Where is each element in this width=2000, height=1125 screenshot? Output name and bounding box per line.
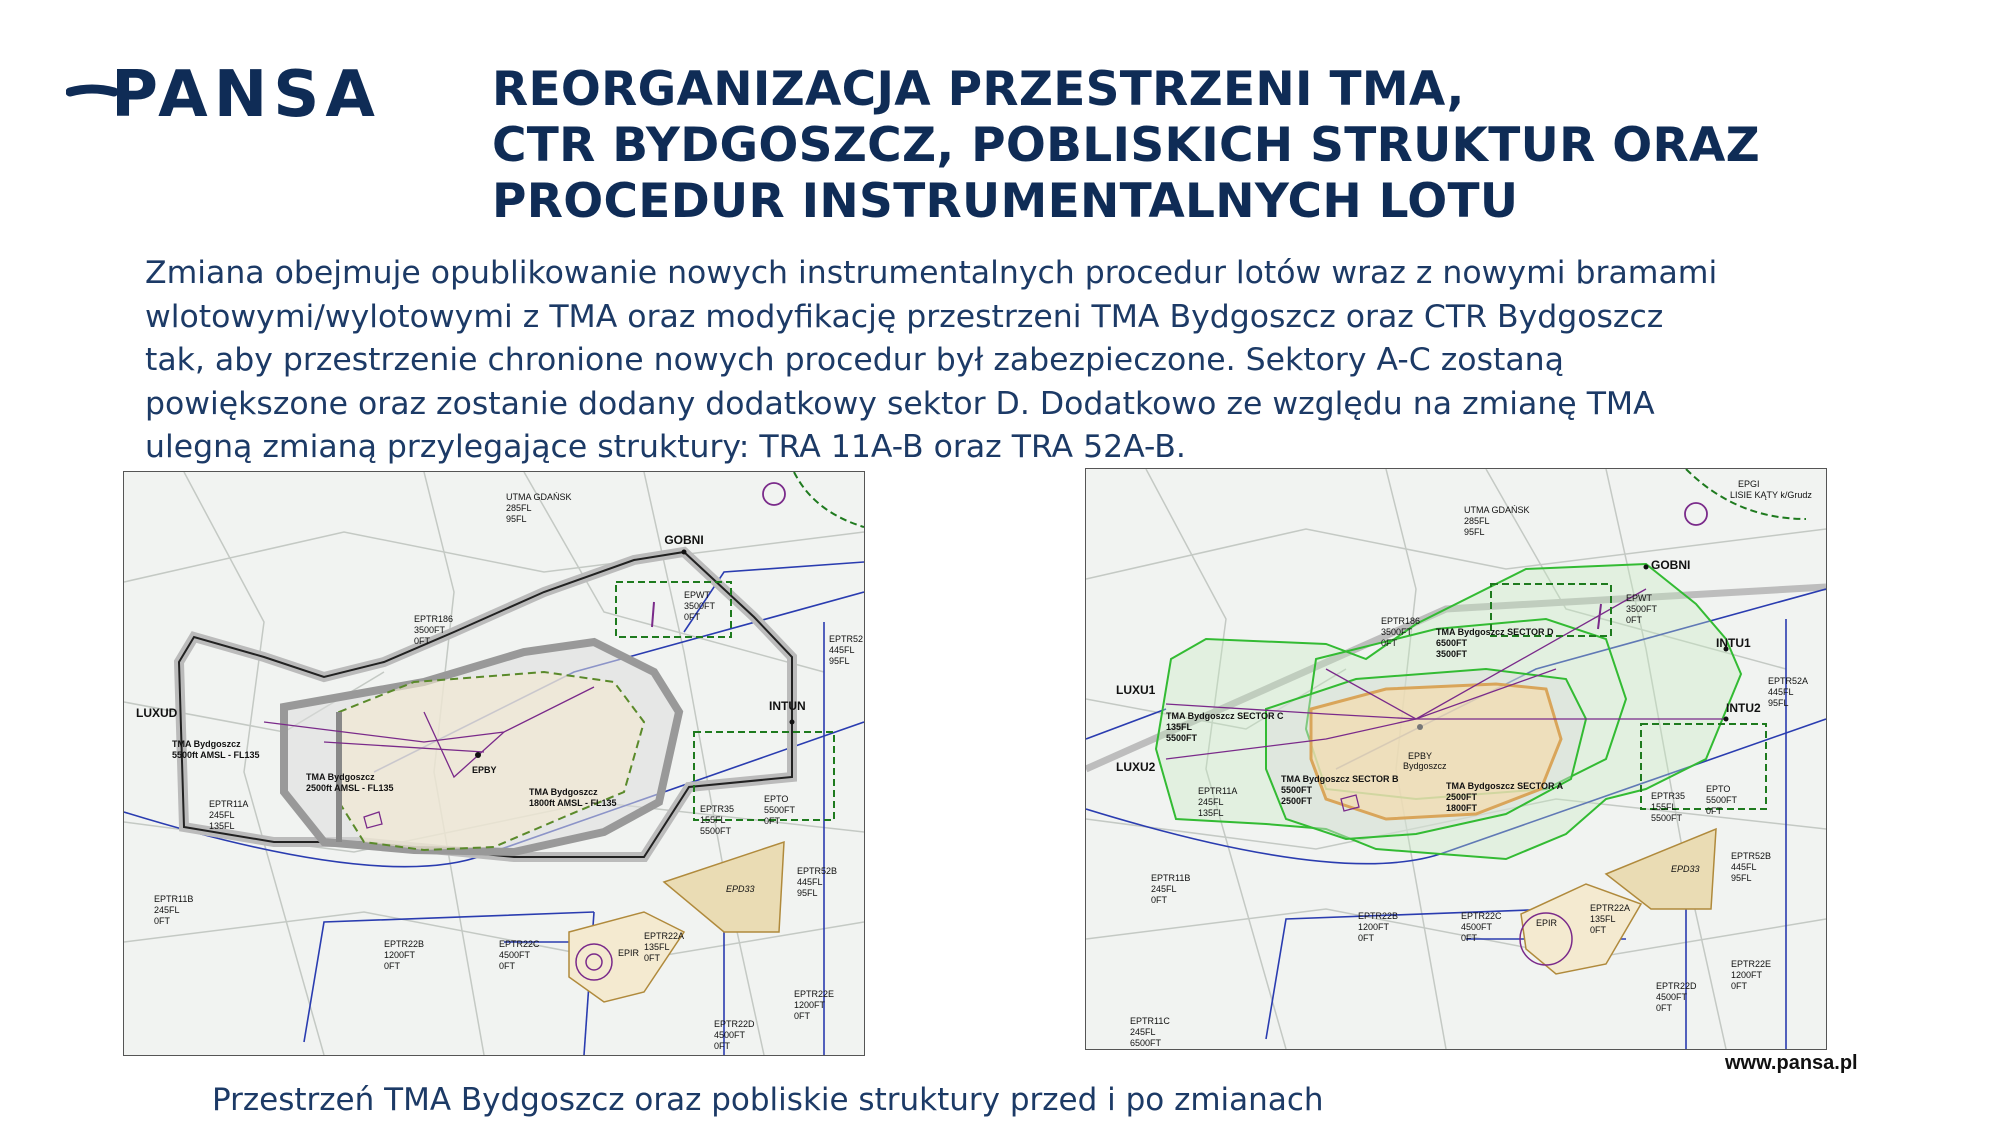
aerodrome-label: EPBY (472, 765, 497, 775)
label-eptr52b (1731, 851, 1771, 883)
svg-text:95FL: 95FL (1464, 527, 1485, 537)
svg-text:6500FT: 6500FT (1130, 1038, 1162, 1048)
slide-title (492, 62, 1952, 230)
svg-text:95FL: 95FL (506, 514, 527, 524)
label-eptr11c (1130, 1016, 1170, 1048)
svg-text:245FL: 245FL (1130, 1027, 1156, 1037)
svg-text:5500FT: 5500FT (764, 805, 796, 815)
svg-text:245FL: 245FL (1198, 797, 1224, 807)
waypoint-luxud (136, 706, 178, 720)
svg-text:95FL: 95FL (829, 656, 850, 666)
svg-text:EPTR52B: EPTR52B (797, 866, 838, 876)
svg-text:EPTR22C: EPTR22C (1461, 911, 1502, 921)
waypoint-gobni (1644, 558, 1691, 572)
svg-text:135FL: 135FL (644, 942, 670, 952)
svg-text:135FL: 135FL (1166, 722, 1193, 732)
waypoint-label: INTU1 (1716, 636, 1751, 650)
danger-area-epd33 (664, 842, 784, 932)
svg-text:TMA Bydgoszcz: TMA Bydgoszcz (172, 739, 241, 749)
svg-text:EPTR52: EPTR52 (829, 634, 864, 644)
map-before-svg (124, 472, 864, 1055)
waypoint-label: GOBNI (1651, 558, 1691, 572)
waypoint-intu2 (1724, 701, 1761, 722)
svg-text:EPTR22D: EPTR22D (714, 1019, 755, 1029)
svg-text:3500FT: 3500FT (1381, 627, 1413, 637)
epwt-marker (652, 602, 654, 627)
svg-text:EPTR52B: EPTR52B (1731, 851, 1772, 861)
label-eptr22b (1358, 911, 1398, 943)
svg-text:0FT: 0FT (764, 816, 781, 826)
label-eptr52a (1768, 676, 1808, 708)
description-line: wlotowymi/wylotowymi z TMA oraz modyfikację przestrzeni TMA Bydgoszcz oraz CTR Bydgoszcz (145, 298, 1664, 335)
svg-text:5500FT: 5500FT (1166, 733, 1198, 743)
svg-text:EPTR35: EPTR35 (1651, 791, 1686, 801)
svg-text:EPTR11B: EPTR11B (1151, 873, 1191, 883)
svg-text:TMA Bydgoszcz SECTOR B: TMA Bydgoszcz SECTOR B (1281, 774, 1399, 784)
label-eptr11b (154, 894, 193, 926)
label-epto (1706, 784, 1738, 816)
svg-text:4500FT: 4500FT (499, 950, 531, 960)
svg-text:EPTR11C: EPTR11C (1130, 1016, 1170, 1026)
waypoint-luxu1 (1116, 683, 1156, 697)
waypoint-label: INTU2 (1726, 701, 1761, 715)
waypoint-label: LUXU1 (1116, 683, 1156, 697)
svg-text:3500FT: 3500FT (1626, 604, 1658, 614)
svg-text:TMA Bydgoszcz: TMA Bydgoszcz (306, 772, 375, 782)
logo-swoosh (70, 89, 114, 92)
svg-text:EPTR22E: EPTR22E (794, 989, 835, 999)
label-epir: EPIR (1536, 918, 1558, 928)
svg-text:135FL: 135FL (1198, 808, 1224, 818)
label-eptr11a (209, 799, 248, 831)
svg-text:0FT: 0FT (1381, 638, 1398, 648)
svg-text:5500ft AMSL - FL135: 5500ft AMSL - FL135 (172, 750, 260, 760)
svg-text:6500FT: 6500FT (1436, 638, 1468, 648)
label-eptr22b (384, 939, 424, 971)
waypoint-luxu2 (1116, 760, 1156, 774)
description-line: tak, aby przestrzenie chronione nowych procedur był zabezpieczone. Sektory A-C zostaną (145, 342, 1564, 378)
svg-text:155FL: 155FL (700, 815, 726, 825)
svg-text:1800FT: 1800FT (1446, 803, 1478, 813)
svg-text:0FT: 0FT (384, 961, 401, 971)
svg-text:EPTR22B: EPTR22B (1358, 911, 1399, 921)
title-line: REORGANIZACJA PRZESTRZENI TMA, (492, 62, 1465, 117)
svg-text:245FL: 245FL (154, 905, 180, 915)
svg-text:135FL: 135FL (1590, 914, 1616, 924)
svg-text:EPTR22C: EPTR22C (499, 939, 540, 949)
svg-text:EPTR22B: EPTR22B (384, 939, 425, 949)
svg-text:285FL: 285FL (1464, 516, 1490, 526)
svg-text:0FT: 0FT (714, 1041, 731, 1051)
svg-text:1200FT: 1200FT (384, 950, 416, 960)
svg-text:2500FT: 2500FT (1281, 796, 1313, 806)
svg-text:EPTR35: EPTR35 (700, 804, 735, 814)
title-line: PROCEDUR INSTRUMENTALNYCH LOTU (492, 174, 1519, 229)
label-utma (1464, 505, 1530, 537)
svg-text:0FT: 0FT (684, 612, 701, 622)
footer-website-link[interactable]: www.pansa.pl (1725, 1052, 1858, 1074)
svg-text:EPTR186: EPTR186 (1381, 616, 1421, 626)
logo-wordmark: PANSA (111, 58, 381, 132)
svg-text:0FT: 0FT (1731, 981, 1748, 991)
svg-text:TMA Bydgoszcz SECTOR A: TMA Bydgoszcz SECTOR A (1446, 781, 1564, 791)
svg-text:3500FT: 3500FT (1436, 649, 1468, 659)
svg-text:245FL: 245FL (1151, 884, 1177, 894)
aerodrome-circle (763, 483, 785, 505)
label-eptr22d (714, 1019, 755, 1051)
svg-text:0FT: 0FT (154, 916, 171, 926)
label-eptr22c (499, 939, 540, 971)
label-eptr22e (794, 989, 834, 1021)
svg-text:0FT: 0FT (1590, 925, 1607, 935)
svg-text:0FT: 0FT (644, 953, 661, 963)
description-line: powiększone oraz zostanie dodany dodatkowy sektor D. Dodatkowo ze względu na zmianę TMA (145, 385, 1655, 422)
aerodrome-circle (1685, 503, 1707, 525)
svg-text:TMA Bydgoszcz SECTOR C: TMA Bydgoszcz SECTOR C (1166, 711, 1284, 721)
danger-area-epir (1521, 884, 1641, 974)
description-text (145, 252, 1905, 470)
description-line: ulegną zmianą przylegające struktury: TRA 11A-B oraz TRA 52A-B. (145, 429, 1186, 465)
svg-text:0FT: 0FT (1461, 933, 1478, 943)
airspace-map-before (123, 471, 865, 1056)
map-after-svg (1086, 469, 1826, 1049)
waypoint-label: GOBNI (664, 533, 704, 547)
svg-text:4500FT: 4500FT (714, 1030, 746, 1040)
svg-text:4500FT: 4500FT (1461, 922, 1493, 932)
label-epd33: EPD33 (726, 884, 755, 894)
svg-text:EPTO: EPTO (1706, 784, 1731, 794)
svg-text:EPTR11B: EPTR11B (154, 894, 194, 904)
svg-text:2500ft AMSL - FL135: 2500ft AMSL - FL135 (306, 783, 394, 793)
label-epto (764, 794, 796, 826)
waypoint-intu1 (1716, 636, 1751, 652)
svg-text:EPTR186: EPTR186 (414, 614, 454, 624)
svg-text:EPTR22A: EPTR22A (644, 931, 685, 941)
svg-text:EPTR52A: EPTR52A (1768, 676, 1809, 686)
svg-text:0FT: 0FT (1358, 933, 1375, 943)
svg-text:1200FT: 1200FT (794, 1000, 826, 1010)
svg-text:0FT: 0FT (1656, 1003, 1673, 1013)
svg-text:95FL: 95FL (1768, 698, 1789, 708)
svg-text:95FL: 95FL (1731, 873, 1752, 883)
label-utma (506, 492, 572, 524)
description-line: Zmiana obejmuje opublikowanie nowych instrumentalnych procedur lotów wraz z nowymi bramami (145, 255, 1718, 291)
title-line: CTR BYDGOSZCZ, POBLISKICH STRUKTUR ORAZ (492, 118, 1761, 173)
svg-text:445FL: 445FL (1731, 862, 1757, 872)
svg-text:UTMA GDAŃSK: UTMA GDAŃSK (506, 492, 572, 502)
waypoint-label: INTUN (769, 699, 806, 713)
label-corner (1730, 479, 1812, 500)
svg-text:UTMA GDAŃSK: UTMA GDAŃSK (1464, 505, 1530, 515)
svg-text:445FL: 445FL (1768, 687, 1794, 697)
svg-text:EPTR22E: EPTR22E (1731, 959, 1772, 969)
label-epwt (684, 590, 716, 622)
svg-text:EPTR11A: EPTR11A (1198, 786, 1238, 796)
svg-text:EPTO: EPTO (764, 794, 789, 804)
svg-text:5500FT: 5500FT (1706, 795, 1738, 805)
svg-text:0FT: 0FT (499, 961, 516, 971)
label-eptr52 (829, 634, 863, 666)
svg-text:5500FT: 5500FT (700, 826, 732, 836)
svg-text:445FL: 445FL (797, 877, 823, 887)
svg-text:0FT: 0FT (1706, 806, 1723, 816)
svg-text:95FL: 95FL (797, 888, 818, 898)
svg-text:245FL: 245FL (209, 810, 235, 820)
svg-text:EPWT: EPWT (684, 590, 710, 600)
aerodrome-sublabel: Bydgoszcz (1403, 761, 1447, 771)
svg-text:EPTR22D: EPTR22D (1656, 981, 1697, 991)
svg-text:1800ft AMSL - FL135: 1800ft AMSL - FL135 (529, 798, 617, 808)
svg-text:3500FT: 3500FT (684, 601, 716, 611)
aerodrome-label: EPBY (1408, 751, 1433, 761)
svg-text:285FL: 285FL (506, 503, 532, 513)
label-eptr22d (1656, 981, 1697, 1013)
pansa-logo (66, 58, 426, 132)
svg-text:EPWT: EPWT (1626, 593, 1652, 603)
svg-text:LISIE KĄTY k/Grudz: LISIE KĄTY k/Grudz (1730, 490, 1812, 500)
svg-text:0FT: 0FT (414, 636, 431, 646)
label-epd33: EPD33 (1671, 864, 1700, 874)
svg-text:0FT: 0FT (794, 1011, 811, 1021)
waypoint-label: LUXUD (136, 706, 178, 720)
svg-text:155FL: 155FL (1651, 802, 1677, 812)
svg-text:445FL: 445FL (829, 645, 855, 655)
svg-text:TMA Bydgoszcz SECTOR D: TMA Bydgoszcz SECTOR D (1436, 627, 1554, 637)
svg-text:4500FT: 4500FT (1656, 992, 1688, 1002)
label-eptr22e (1731, 959, 1771, 991)
svg-text:1200FT: 1200FT (1731, 970, 1763, 980)
label-tma-outer (172, 739, 260, 760)
label-eptr35 (1651, 791, 1685, 823)
svg-text:TMA Bydgoszcz: TMA Bydgoszcz (529, 787, 598, 797)
svg-text:1200FT: 1200FT (1358, 922, 1390, 932)
svg-text:5500FT: 5500FT (1281, 785, 1313, 795)
svg-text:0FT: 0FT (1151, 895, 1168, 905)
svg-text:135FL: 135FL (209, 821, 235, 831)
svg-text:2500FT: 2500FT (1446, 792, 1478, 802)
label-epir: EPIR (618, 948, 640, 958)
svg-text:EPTR22A: EPTR22A (1590, 903, 1631, 913)
svg-text:EPGI: EPGI (1738, 479, 1760, 489)
label-eptr11b (1151, 873, 1190, 905)
figure-caption: Przestrzeń TMA Bydgoszcz oraz pobliskie struktury przed i po zmianach (212, 1082, 1324, 1118)
svg-text:5500FT: 5500FT (1651, 813, 1683, 823)
waypoint-label: LUXU2 (1116, 760, 1156, 774)
svg-text:EPTR11A: EPTR11A (209, 799, 249, 809)
svg-text:3500FT: 3500FT (414, 625, 446, 635)
svg-text:0FT: 0FT (1626, 615, 1643, 625)
restricted-area-top (794, 472, 864, 527)
label-eptr52b (797, 866, 837, 898)
airspace-map-after (1085, 468, 1827, 1050)
